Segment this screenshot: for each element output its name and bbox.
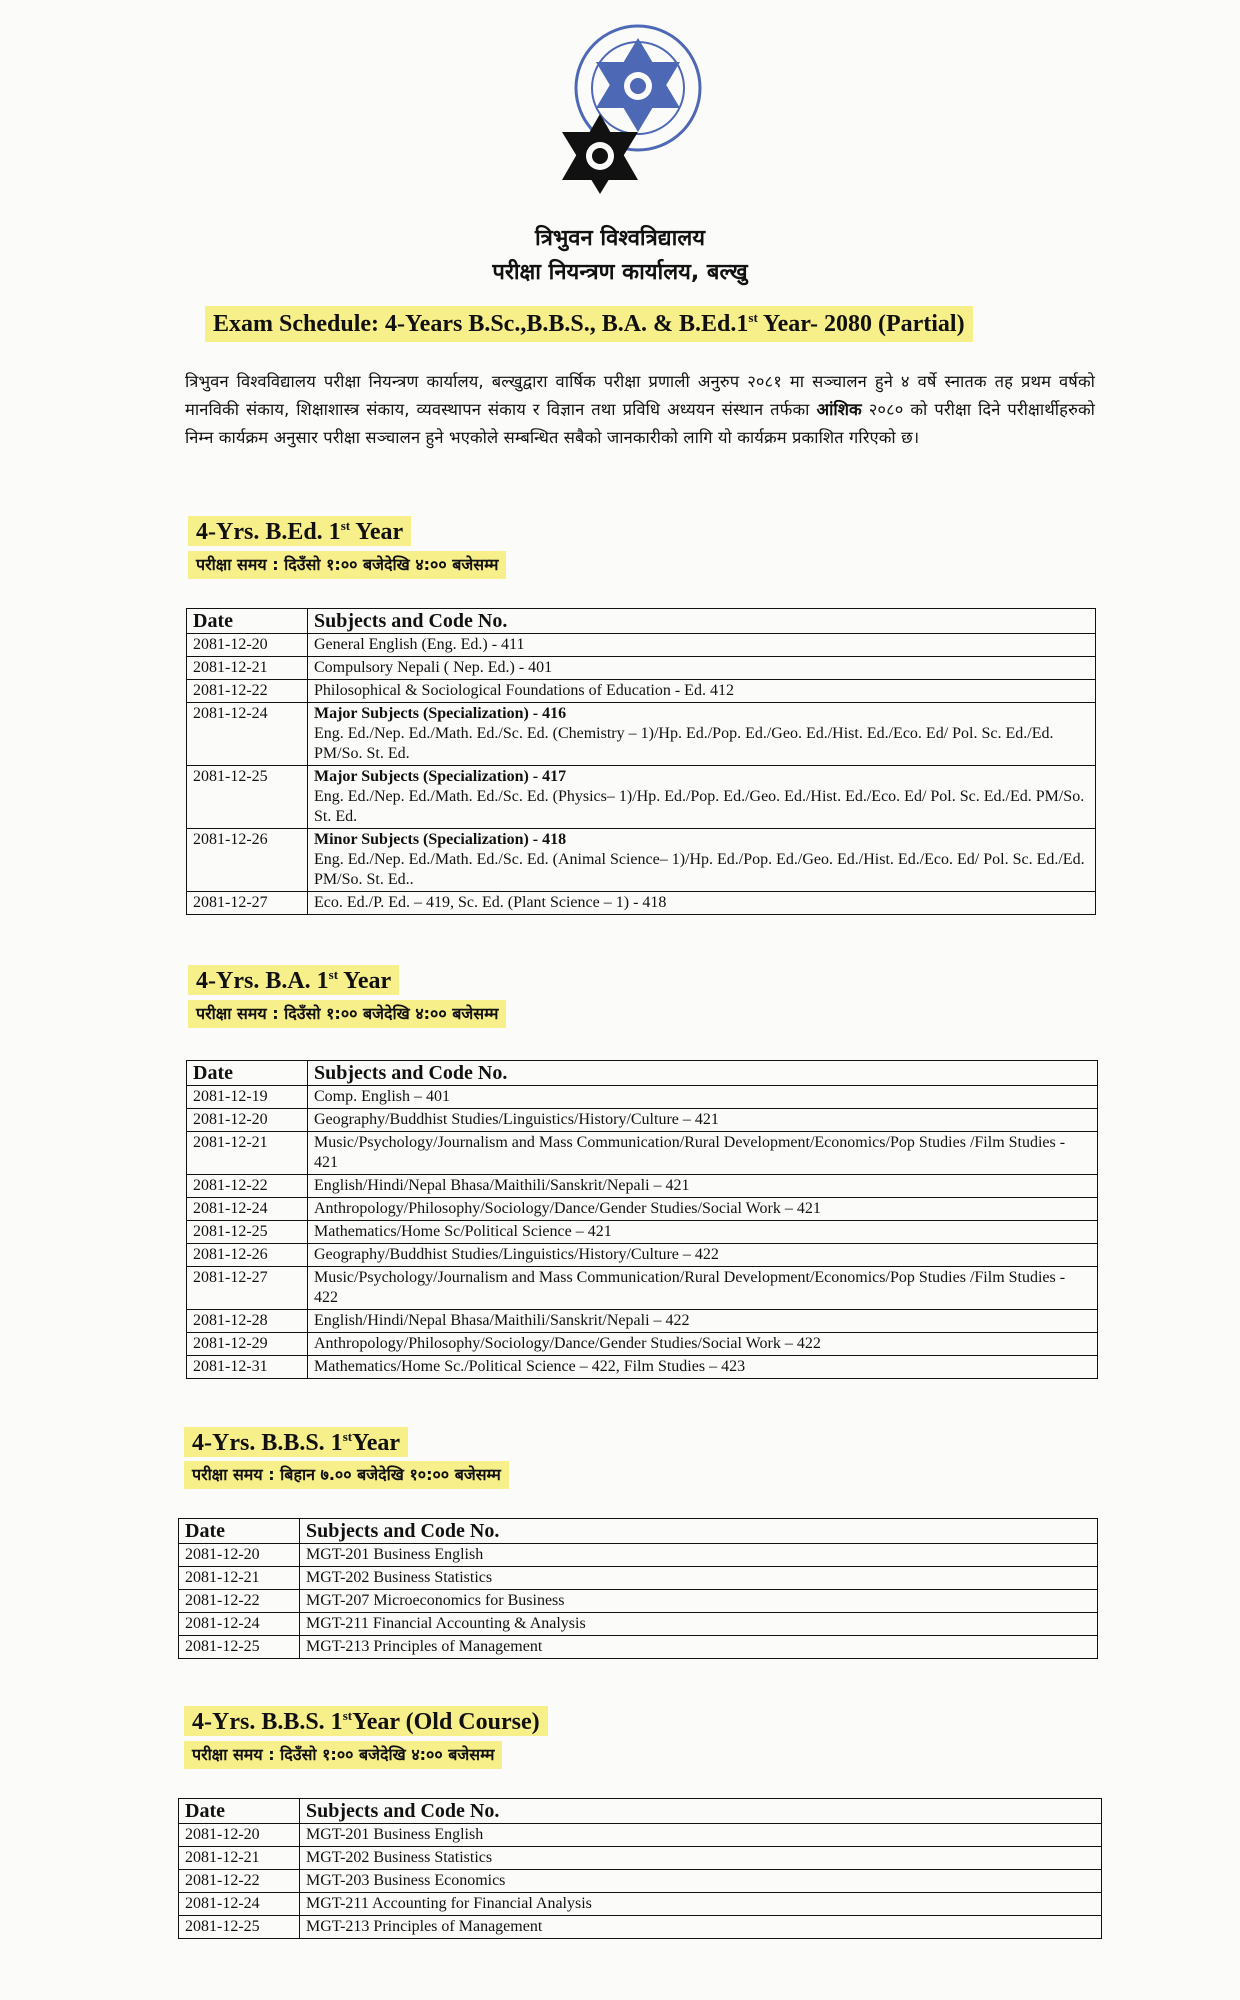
exam-subject [308,1109,1098,1132]
section-time-bbs-old: परीक्षा समय : दिउँसो १:०० बजेदेखि ४:०० बजेसम्म [184,1741,502,1769]
table-row [187,1132,1098,1175]
subject-text: MGT-213 Principles of Management [306,1638,543,1655]
subject-text: Philosophical & Sociological Foundations of Education - Ed. 412 [314,682,734,699]
subject-text: MGT-201 Business English [306,1546,484,1563]
exam-subject [308,1175,1098,1198]
subject-text: MGT-211 Financial Accounting & Analysis [306,1615,586,1632]
exam-subject [300,1893,1102,1916]
exam-subject [300,1590,1098,1613]
exam-subject [308,703,1096,766]
column-header-subject: Subjects and Code No. [300,1519,1098,1544]
exam-date: 2081-12-20 [179,1544,300,1567]
column-header-subject: Subjects and Code No. [308,1061,1098,1086]
subject-text: Eco. Ed./P. Ed. – 419, Sc. Ed. (Plant Science – 1) - 418 [314,894,667,911]
exam-subject [308,1221,1098,1244]
table-row [179,1613,1098,1636]
table-row [179,1893,1102,1916]
university-logo [520,10,740,220]
subject-text: Mathematics/Home Sc./Political Science – 422, Film Studies – 423 [314,1358,746,1375]
exam-date: 2081-12-25 [187,766,308,829]
column-header-date: Date [179,1519,300,1544]
exam-subject [308,1198,1098,1221]
exam-subject [300,1824,1102,1847]
subject-text: Eng. Ed./Nep. Ed./Math. Ed./Sc. Ed. (Physics– 1)/Hp. Ed./Pop. Ed./Geo. Ed./Hist. Ed./Eco. Ed/ Pol. Sc. Ed./Ed. PM/So. St. Ed. [314,788,1085,825]
exam-date: 2081-12-27 [187,892,308,915]
table-row [187,634,1096,657]
document-title: Exam Schedule: 4-Years B.Sc.,B.B.S., B.A. & B.Ed.1st Year- 2080 (Partial) [205,306,973,342]
table-row [187,1198,1098,1221]
table-row [187,829,1096,892]
table-row [187,1175,1098,1198]
subject-text: Music/Psychology/Journalism and Mass Communication/Rural Development/Economics/Pop Studies /Film Studies - 421 [314,1134,1066,1171]
exam-date: 2081-12-25 [179,1916,300,1939]
table-row [179,1870,1102,1893]
subject-text: MGT-202 Business Statistics [306,1849,493,1866]
subject-heading: Minor Subjects (Specialization) - 418 [314,831,567,848]
exam-date: 2081-12-26 [187,829,308,892]
section-title-bbs-old: 4-Yrs. B.B.S. 1stYear (Old Course) [184,1706,548,1736]
section-title-ba: 4-Yrs. B.A. 1st Year [188,965,399,995]
subject-text: MGT-207 Microeconomics for Business [306,1592,565,1609]
exam-date: 2081-12-21 [179,1847,300,1870]
table-row [187,1356,1098,1379]
exam-date: 2081-12-20 [179,1824,300,1847]
exam-date: 2081-12-21 [187,657,308,680]
schedule-table-ba [186,1060,1098,1379]
exam-date: 2081-12-27 [187,1267,308,1310]
exam-date: 2081-12-21 [187,1132,308,1175]
subject-text: Music/Psychology/Journalism and Mass Communication/Rural Development/Economics/Pop Studies /Film Studies - 422 [314,1269,1066,1306]
office-name: परीक्षा नियन्त्रण कार्यालय, बल्खु [492,260,748,285]
exam-subject [308,680,1096,703]
subject-heading: Major Subjects (Specialization) - 417 [314,768,567,785]
exam-subject [300,1916,1102,1939]
subject-text: General English (Eng. Ed.) - 411 [314,636,525,653]
table-row [179,1567,1098,1590]
table-row [179,1847,1102,1870]
table-header-row [187,609,1096,634]
subject-heading: Major Subjects (Specialization) - 416 [314,705,567,722]
subject-text: Anthropology/Philosophy/Sociology/Dance/Gender Studies/Social Work – 422 [314,1335,821,1352]
subject-text: MGT-211 Accounting for Financial Analysis [306,1895,592,1912]
section-time-bbs: परीक्षा समय : बिहान ७.०० बजेदेखि १०:०० बजेसम्म [184,1461,509,1489]
table-row [187,680,1096,703]
subject-text: MGT-201 Business English [306,1826,484,1843]
exam-date: 2081-12-24 [179,1893,300,1916]
subject-text: Eng. Ed./Nep. Ed./Math. Ed./Sc. Ed. (Chemistry – 1)/Hp. Ed./Pop. Ed./Geo. Ed./Hist. Ed./Eco. Ed/ Pol. Sc. Ed./Ed. PM/So. St. Ed. [314,725,1054,762]
exam-subject [308,829,1096,892]
table-row [187,766,1096,829]
exam-subject [308,766,1096,829]
subject-text: English/Hindi/Nepal Bhasa/Maithili/Sanskrit/Nepali – 421 [314,1177,690,1194]
exam-subject [308,892,1096,915]
exam-date: 2081-12-24 [187,703,308,766]
subject-text: Anthropology/Philosophy/Sociology/Dance/Gender Studies/Social Work – 421 [314,1200,821,1217]
schedule-table-bed [186,608,1096,915]
exam-subject [300,1567,1098,1590]
tu-emblem [562,114,638,194]
exam-date: 2081-12-22 [179,1870,300,1893]
exam-subject [300,1636,1098,1659]
column-header-date: Date [187,1061,308,1086]
exam-date: 2081-12-24 [187,1198,308,1221]
subject-text: Comp. English – 401 [314,1088,451,1105]
column-header-date: Date [187,609,308,634]
exam-date: 2081-12-26 [187,1244,308,1267]
exam-subject [308,1086,1098,1109]
table-row [179,1824,1102,1847]
table-row [179,1590,1098,1613]
table-row [187,1244,1098,1267]
exam-subject [300,1613,1098,1636]
table-row [187,892,1096,915]
table-header-row [179,1799,1102,1824]
column-header-date: Date [179,1799,300,1824]
exam-subject [300,1847,1102,1870]
table-row [187,1086,1098,1109]
exam-subject [308,634,1096,657]
exam-date: 2081-12-19 [187,1086,308,1109]
exam-date: 2081-12-22 [187,680,308,703]
exam-date: 2081-12-22 [179,1590,300,1613]
exam-subject [308,1244,1098,1267]
exam-date: 2081-12-28 [187,1310,308,1333]
subject-text: MGT-202 Business Statistics [306,1569,493,1586]
subject-text: English/Hindi/Nepal Bhasa/Maithili/Sanskrit/Nepali – 422 [314,1312,690,1329]
exam-date: 2081-12-31 [187,1356,308,1379]
table-row [179,1636,1098,1659]
exam-date: 2081-12-25 [187,1221,308,1244]
section-time-ba: परीक्षा समय : दिउँसो १:०० बजेदेखि ४:०० बजेसम्म [188,1000,506,1028]
column-header-subject: Subjects and Code No. [300,1799,1102,1824]
exam-subject [308,1267,1098,1310]
table-row [187,1221,1098,1244]
table-row [187,1267,1098,1310]
exam-subject [300,1544,1098,1567]
section-title-bbs: 4-Yrs. B.B.S. 1stYear [184,1427,408,1457]
subject-text: Mathematics/Home Sc/Political Science – 421 [314,1223,612,1240]
table-row [187,657,1096,680]
org-name: त्रिभुवन विश्वत्रिद्यालय [535,226,705,251]
exam-date: 2081-12-25 [179,1636,300,1659]
exam-date: 2081-12-21 [179,1567,300,1590]
exam-subject [308,1356,1098,1379]
subject-text: Geography/Buddhist Studies/Linguistics/History/Culture – 422 [314,1246,719,1263]
exam-date: 2081-12-20 [187,1109,308,1132]
section-time-bed: परीक्षा समय : दिउँसो १:०० बजेदेखि ४:०० बजेसम्म [188,551,506,579]
subject-text: Eng. Ed./Nep. Ed./Math. Ed./Sc. Ed. (Animal Science– 1)/Hp. Ed./Pop. Ed./Geo. Ed./Hist. Ed./Eco. Ed/ Pol. Sc. Ed./Ed. PM/So. St. Ed.. [314,851,1085,888]
subject-text: MGT-213 Principles of Management [306,1918,543,1935]
subject-text: MGT-203 Business Economics [306,1872,506,1889]
table-row [187,1310,1098,1333]
table-row [187,1333,1098,1356]
table-header-row [179,1519,1098,1544]
section-title-bed: 4-Yrs. B.Ed. 1st Year [188,516,411,546]
exam-subject [308,1132,1098,1175]
schedule-table-bbs [178,1518,1098,1659]
exam-subject [308,1333,1098,1356]
subject-text: Geography/Buddhist Studies/Linguistics/History/Culture – 421 [314,1111,719,1128]
subject-text: Compulsory Nepali ( Nep. Ed.) - 401 [314,659,553,676]
column-header-subject: Subjects and Code No. [308,609,1096,634]
exam-date: 2081-12-20 [187,634,308,657]
table-row [179,1916,1102,1939]
intro-paragraph: त्रिभुवन विश्वविद्यालय परीक्षा नियन्त्रण कार्यालय, बल्खुद्वारा वार्षिक परीक्षा प्रणाली अनुरुप २०८१ मा सञ्चालन हुने ४ वर्षे स्नातक तह प्रथम वर्षको मानविकी संकाय, शिक्षाशास्त्र संकाय, व्यवस्थापन संकाय र विज्ञान तथा प्रविधि अध्ययन संस्थान तर्फका आंशिक २०८० को परीक्षा दिने परीक्षार्थीहरुको निम्न कार्यक्रम अनुसार परीक्षा सञ्चालन हुने भएकोले सम्बन्धित सबैको जानकारीको लागि यो कार्यक्रम प्रकाशित गरिएको छ। [185,372,1095,447]
exam-date: 2081-12-29 [187,1333,308,1356]
table-row [187,703,1096,766]
table-row [187,1109,1098,1132]
table-row [179,1544,1098,1567]
schedule-table-bbs-old [178,1798,1102,1939]
exam-date: 2081-12-22 [187,1175,308,1198]
exam-subject [308,1310,1098,1333]
exam-date: 2081-12-24 [179,1613,300,1636]
exam-subject [300,1870,1102,1893]
table-header-row [187,1061,1098,1086]
exam-subject [308,657,1096,680]
